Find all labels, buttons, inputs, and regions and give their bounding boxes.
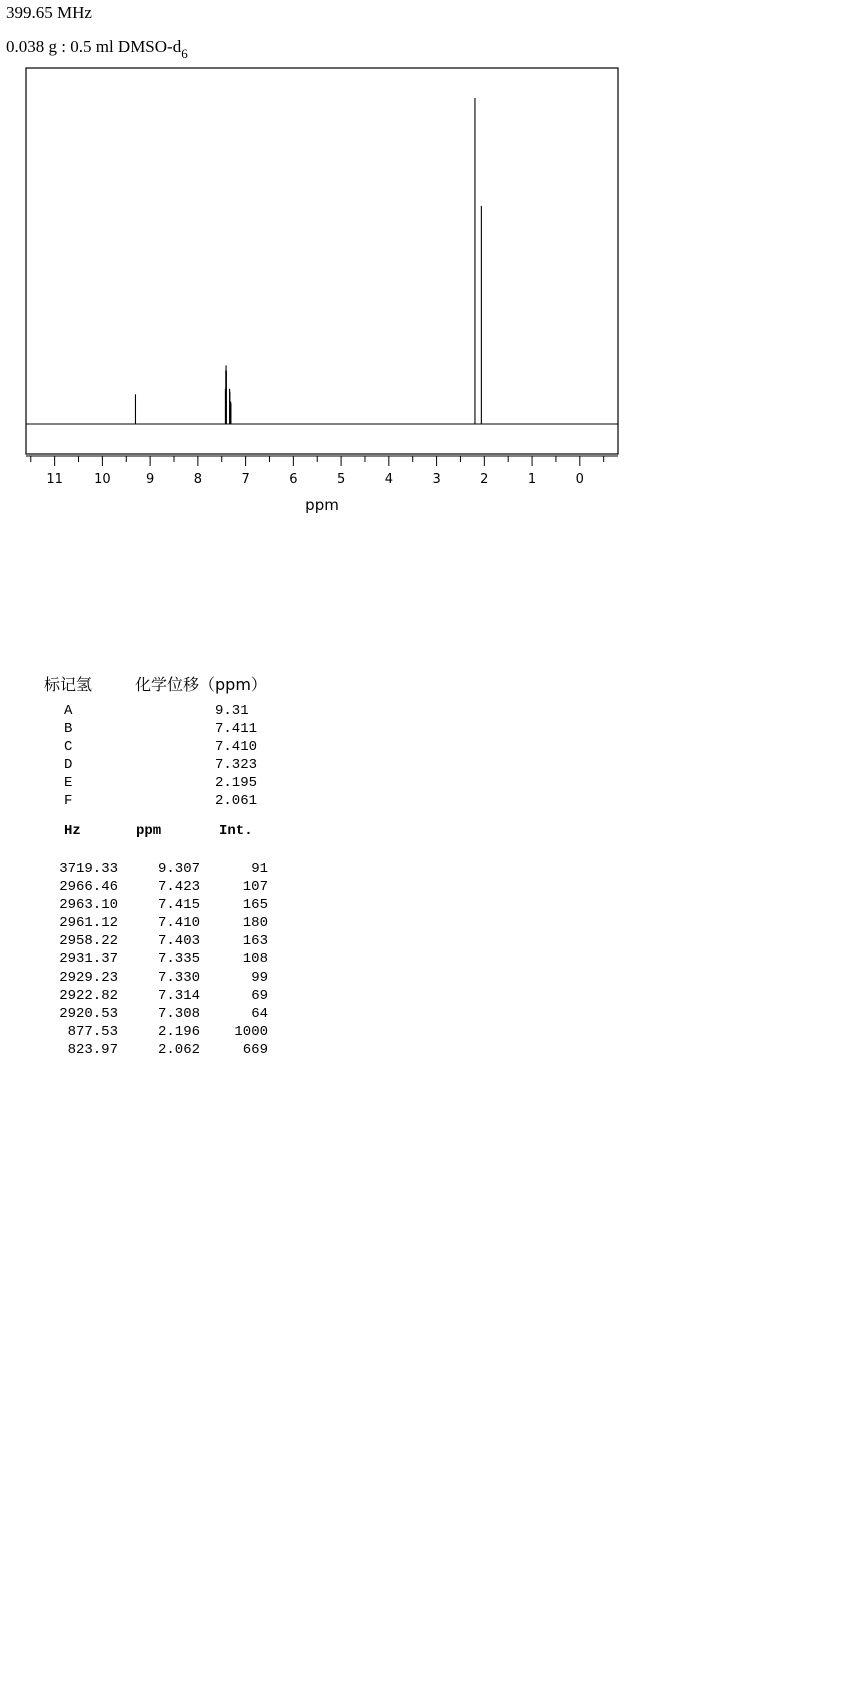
- peak-ppm: 7.308: [157, 1005, 200, 1022]
- peak-ppm: 7.410: [157, 915, 200, 932]
- peak-row: [40, 896, 268, 914]
- peak-header-ppm: ppm: [136, 823, 162, 839]
- x-tick-label: 1: [527, 472, 537, 487]
- spectrum-peaks: [135, 98, 481, 424]
- peak-ppm: 2.196: [157, 1023, 200, 1040]
- x-tick-label: 3: [432, 472, 441, 487]
- x-tick-label: 9: [145, 472, 155, 487]
- assignment-label: E: [64, 775, 73, 791]
- peak-ppm: 7.415: [157, 897, 200, 914]
- peak-int: 1000: [234, 1023, 268, 1040]
- peak-row: [40, 969, 268, 987]
- assignment-shift: 7.411: [215, 721, 258, 737]
- x-tick-label: 10: [94, 472, 111, 487]
- nmr-spectrum-chart: [0, 0, 850, 520]
- peak-hz: 2961.12: [59, 915, 118, 932]
- peak-int: 69: [251, 987, 268, 1004]
- assignment-label: A: [64, 703, 73, 719]
- peak-int: 99: [251, 969, 268, 986]
- sample-info-subscript: 6: [181, 46, 188, 61]
- x-tick-label: 8: [193, 472, 203, 487]
- x-tick-label: 2: [480, 472, 489, 487]
- assignment-label: F: [64, 793, 73, 809]
- peak-header-hz: Hz: [64, 823, 81, 839]
- x-tick-label: 6: [289, 472, 298, 487]
- x-tick-label: 4: [384, 472, 393, 487]
- peak-hz: 2958.22: [59, 933, 118, 950]
- x-tick-label: 11: [46, 472, 63, 487]
- plot-frame: [26, 68, 618, 454]
- peak-ppm: 7.423: [157, 879, 200, 896]
- peak-int: 64: [251, 1005, 268, 1022]
- assignment-shift: 9.31: [215, 703, 249, 719]
- peak-int: 107: [242, 879, 268, 896]
- assignment-row: [64, 702, 257, 720]
- assignment-row: [64, 756, 257, 774]
- peak-table: [40, 860, 268, 1059]
- peak-row: [40, 950, 268, 968]
- assignment-label: D: [64, 757, 73, 773]
- assignment-row: [64, 720, 257, 738]
- assignment-shift: 2.061: [215, 793, 258, 809]
- peak-ppm: 7.314: [157, 987, 200, 1004]
- peak-int: 91: [251, 861, 268, 877]
- peak-hz: 2929.23: [59, 969, 118, 986]
- peak-row: [40, 987, 268, 1005]
- peak-int: 165: [242, 897, 268, 914]
- molecule-structure: [0, 500, 300, 660]
- peak-row: [40, 1041, 268, 1059]
- peak-hz: 2922.82: [59, 987, 118, 1004]
- peak-int: 163: [242, 933, 268, 950]
- assignment-header-label: 标记氢: [44, 675, 93, 694]
- peak-ppm: 9.307: [157, 861, 200, 877]
- peak-int: 108: [242, 951, 268, 968]
- peak-ppm: 7.335: [157, 951, 200, 968]
- x-axis-ticks: [31, 456, 604, 466]
- assignment-row: [64, 792, 257, 810]
- assignment-table: [64, 702, 257, 810]
- spectrometer-frequency: 399.65 MHz: [6, 3, 92, 22]
- peak-row: [40, 1023, 268, 1041]
- peak-row: [40, 914, 268, 932]
- x-axis-label: ppm: [305, 496, 339, 514]
- peak-row: [40, 860, 268, 878]
- assignment-header-shift: 化学位移（ppm）: [135, 675, 267, 694]
- peak-row: [40, 1005, 268, 1023]
- peak-ppm: 7.403: [157, 933, 200, 950]
- x-tick-label: 5: [336, 472, 346, 487]
- peak-hz: 3719.33: [59, 861, 118, 877]
- peak-hz: 2931.37: [59, 951, 118, 968]
- peak-ppm: 7.330: [157, 969, 200, 986]
- assignment-row: [64, 774, 257, 792]
- assignment-shift: 7.323: [215, 757, 258, 773]
- peak-ppm: 2.062: [157, 1041, 200, 1058]
- assignment-shift: 7.410: [215, 739, 258, 755]
- peak-header-int: Int.: [219, 823, 253, 839]
- sample-info-text: 0.038 g : 0.5 ml DMSO-d: [6, 37, 182, 56]
- peak-hz: 2920.53: [59, 1005, 118, 1022]
- peak-int: 180: [242, 915, 268, 932]
- assignment-shift: 2.195: [215, 775, 258, 791]
- peak-hz: 823.97: [67, 1041, 118, 1058]
- assignment-row: [64, 738, 257, 756]
- peak-row: [40, 878, 268, 896]
- x-tick-label: 7: [241, 472, 250, 487]
- peak-row: [40, 932, 268, 950]
- peak-hz: 2966.46: [59, 879, 118, 896]
- x-axis-tick-labels: [46, 472, 584, 487]
- peak-hz: 2963.10: [59, 897, 118, 914]
- x-tick-label: 0: [575, 472, 584, 487]
- peak-int: 669: [242, 1041, 268, 1058]
- assignment-label: B: [64, 721, 73, 737]
- assignment-label: C: [64, 739, 73, 755]
- peak-hz: 877.53: [67, 1023, 118, 1040]
